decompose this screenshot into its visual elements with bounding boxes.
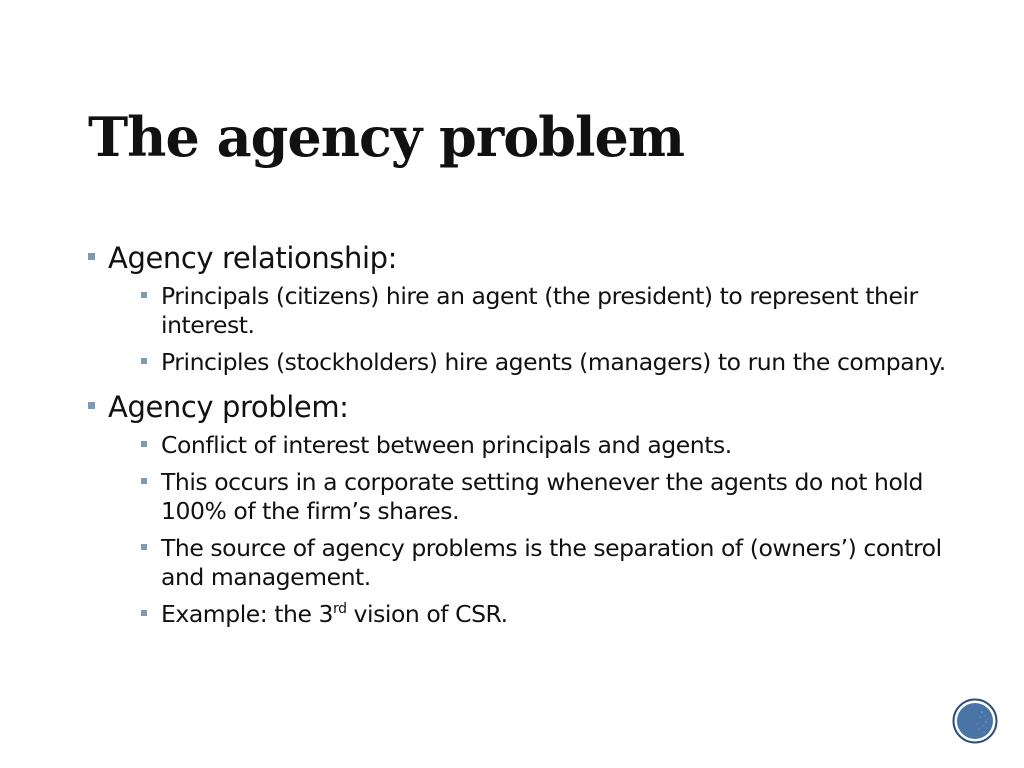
sub-bullet-item — [139, 282, 946, 340]
bullet-heading: Agency relationship: — [108, 241, 398, 275]
sub-bullet-superscript: rd — [333, 601, 347, 618]
sub-bullet-item — [139, 348, 946, 377]
sub-bullet-text: The source of agency problems is the separation of (owners’) control and management. — [161, 534, 942, 591]
circle-logo-icon — [952, 698, 998, 744]
slide-title: The agency problem — [88, 105, 685, 169]
sub-bullet-item — [139, 431, 946, 460]
bullet-agency-relationship — [86, 240, 946, 377]
sub-bullet-text-before: Example: the 3 — [161, 600, 334, 628]
sub-bullet-text-after: vision of CSR. — [346, 600, 508, 628]
sub-bullet-marker-icon — [141, 610, 147, 616]
sub-bullet-text: Principles (stockholders) hire agents (managers) to run the company. — [161, 348, 946, 376]
bullet-agency-problem — [86, 389, 946, 629]
sub-bullet-marker-icon — [141, 544, 147, 550]
sub-bullet-marker-icon — [141, 292, 147, 298]
bullet-marker-icon — [88, 402, 95, 409]
bullet-marker-icon — [88, 253, 95, 260]
sub-bullet-marker-icon — [141, 441, 147, 447]
bullet-heading: Agency problem: — [108, 390, 349, 424]
sub-bullet-list — [108, 282, 946, 377]
sub-bullet-marker-icon — [141, 358, 147, 364]
bullet-list — [86, 240, 946, 637]
sub-bullet-list — [108, 431, 946, 629]
sub-bullet-item — [139, 468, 946, 526]
sub-bullet-text: Conflict of interest between principals and agents. — [161, 431, 732, 459]
sub-bullet-marker-icon — [141, 478, 147, 484]
sub-bullet-item — [139, 600, 946, 629]
sub-bullet-text: This occurs in a corporate setting whenever the agents do not hold 100% of the firm’s shares. — [161, 468, 923, 525]
sub-bullet-item — [139, 534, 946, 592]
sub-bullet-text: Principals (citizens) hire an agent (the president) to represent their interest. — [161, 282, 918, 339]
